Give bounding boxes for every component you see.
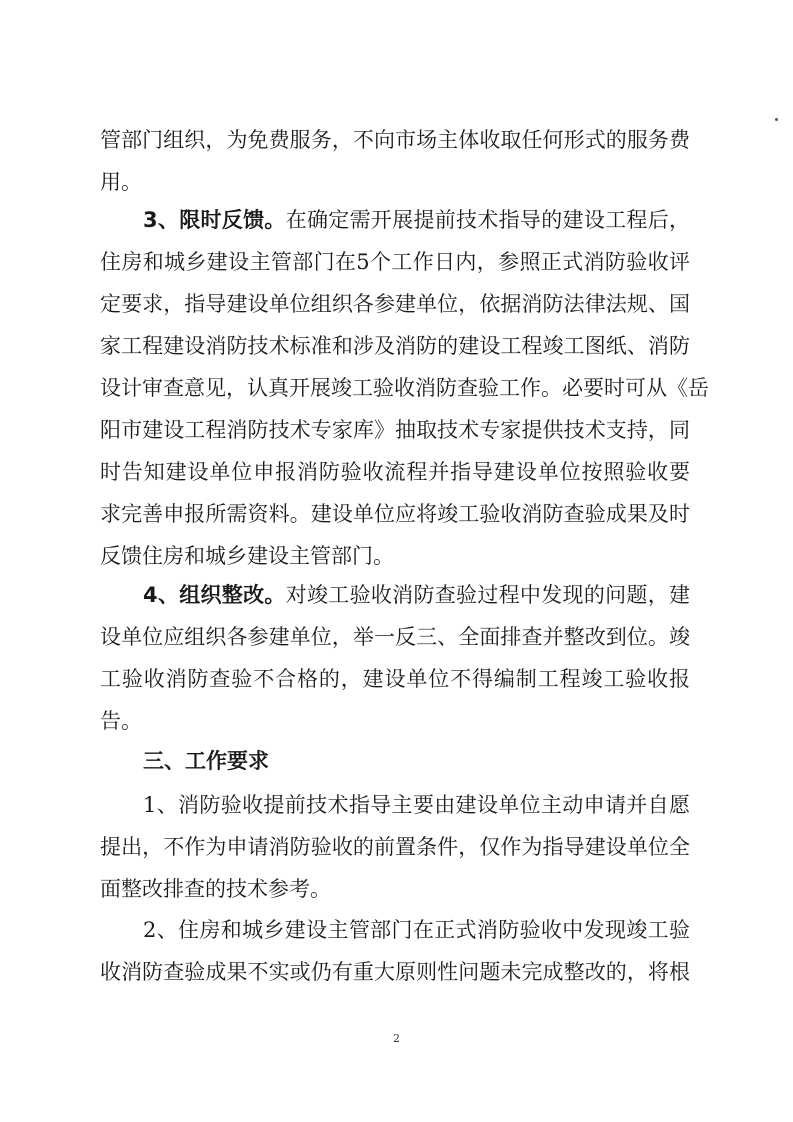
body-line: 反馈住房和城乡建设主管部门。 (100, 544, 394, 568)
section-heading: 三、工作要求 (143, 749, 269, 773)
body-line: 阳市建设工程消防技术专家库》抽取技术专家提供技术支持，同 (100, 418, 690, 442)
body-line: 设单位应组织各参建单位，举一反三、全面排查并整改到位。竣 (100, 625, 690, 649)
item-4-label: 4、组织整改。 (143, 583, 286, 607)
body-line: 收消防查验成果不实或仍有重大原则性问题未完成整改的，将根 (100, 960, 690, 984)
body-line: 2、住房和城乡建设主管部门在正式消防验收中发现竣工验 (143, 918, 690, 942)
item-3-first-line (143, 200, 690, 240)
body-line: 告。 (100, 709, 142, 733)
body-line: 提出，不作为申请消防验收的前置条件，仅作为指导建设单位全 (100, 835, 690, 859)
body-line: 定要求，指导建设单位组织各参建单位，依据消防法律法规、国 (100, 292, 690, 316)
body-line: 工验收消防查验不合格的，建设单位不得编制工程竣工验收报 (100, 667, 690, 691)
item-3-label: 3、限时反馈。 (143, 208, 286, 232)
body-line: 时告知建设单位申报消防验收流程并指导建设单位按照验收要 (100, 460, 690, 484)
item-3-text: 在确定需开展提前技术指导的建设工程后， (285, 208, 690, 232)
item-4-text: 对竣工验收消防查验过程中发现的问题，建 (285, 583, 690, 607)
body-line: 用。 (100, 170, 142, 194)
body-line: 1、消防验收提前技术指导主要由建设单位主动申请并自愿 (143, 793, 690, 817)
body-line: 求完善申报所需资料。建设单位应将竣工验收消防查验成果及时 (100, 502, 690, 526)
scan-speck (775, 118, 778, 121)
item-4-first-line (143, 575, 690, 615)
body-line: 家工程建设消防技术标准和涉及消防的建设工程竣工图纸、消防 (100, 334, 690, 358)
body-line: 设计审查意见，认真开展竣工验收消防查验工作。必要时可从《岳 (100, 376, 709, 400)
body-line: 管部门组织，为免费服务，不向市场主体收取任何形式的服务费 (100, 128, 690, 152)
body-line: 面整改排查的技术参考。 (100, 877, 331, 901)
body-line: 住房和城乡建设主管部门在5个工作日内，参照正式消防验收评 (100, 250, 690, 274)
page-number: 2 (393, 1032, 400, 1045)
